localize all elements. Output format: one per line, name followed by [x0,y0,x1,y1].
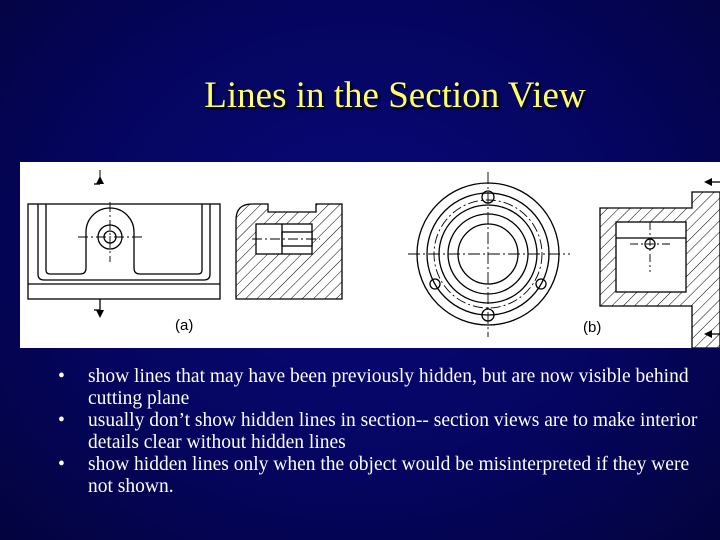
figure-label-b: (b) [583,319,602,336]
bullet-text: show lines that may have been previously hidden, but are now visible behind cutting plane [88,366,689,409]
bullet-text: show hidden lines only when the object would be misinterpreted if they were not shown. [88,454,690,497]
bullet-item [58,410,698,454]
bullet-item [58,454,698,498]
bullet-list [58,366,698,498]
bullet-symbol: • [58,454,65,475]
bullet-symbol: • [58,410,65,431]
figure-a-front-view [28,170,220,318]
bullet-text: usually don’t show hidden lines in section-- section views are to make interior details clear without hidden lines [88,410,698,453]
slide-title: Lines in the Section View [204,75,586,116]
bullet-item [58,366,698,410]
bullet-symbol: • [58,366,65,387]
figure-a-section-view [236,204,342,299]
section-view-figure [20,162,720,348]
figure-label-a: (a) [175,317,194,334]
figure-b-circular-view [408,172,570,337]
figure-b-section-view [600,178,720,348]
